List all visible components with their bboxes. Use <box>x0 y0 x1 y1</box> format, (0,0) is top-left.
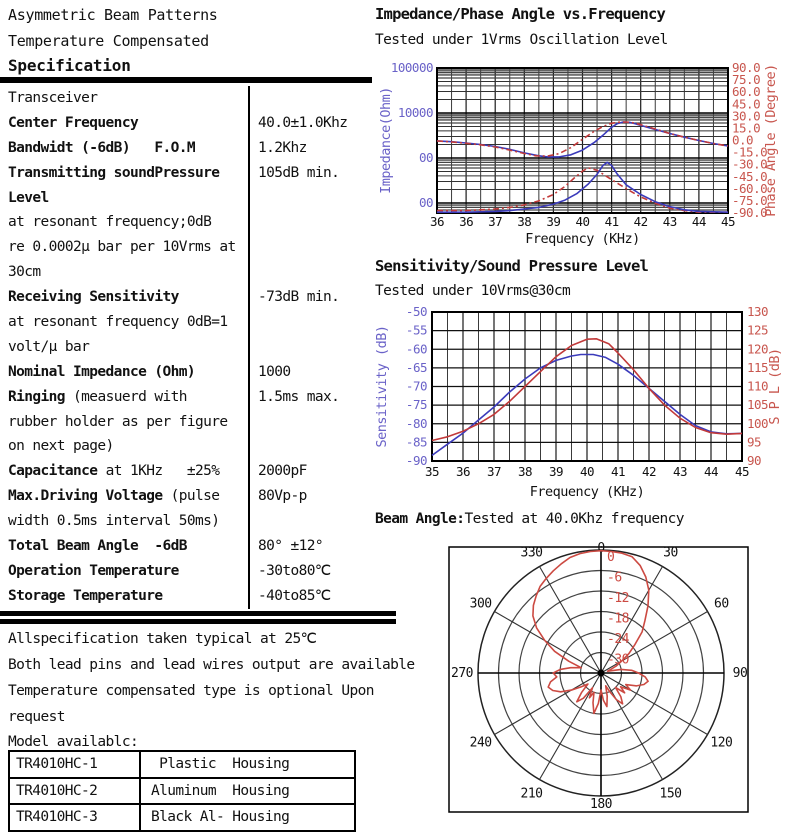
spec-value: 1.5ms max. <box>258 388 340 405</box>
model-number: TR4010HC-2 <box>10 779 141 804</box>
spec-label: Storage Temperature <box>8 587 163 604</box>
freq-axis-tick: 41 <box>604 214 619 229</box>
phase-axis-tick: -45.0 <box>732 168 768 184</box>
sensitivity-axis-tick: -65 <box>405 359 427 375</box>
spec-row <box>0 584 372 609</box>
spec-label: re 0.0002μ bar per 10Vrms at <box>8 239 236 256</box>
model-available-title: Model availablc: <box>8 734 139 750</box>
spl-axis-tick: 125 <box>747 322 769 338</box>
polar-db-label: -24 <box>607 632 629 647</box>
feature-line-2: Temperature Compensated <box>8 32 209 50</box>
spec-table <box>0 86 372 609</box>
spl-axis-tick: 95 <box>747 434 762 450</box>
spec-row <box>0 161 372 186</box>
phase-axis-tick: 0.0 <box>732 132 754 148</box>
spec-label: Bandwidt (-6dB) F.O.M <box>8 139 195 156</box>
freq-axis-tick: 42 <box>641 464 657 479</box>
spec-row <box>0 186 372 211</box>
beam-angle-heading-bold: Beam Angle: <box>375 511 465 527</box>
spec-value: -73dB min. <box>258 289 340 306</box>
notes <box>8 626 448 730</box>
polar-db-label: 0 <box>607 550 615 565</box>
freq-axis-title: Frequency (KHz) <box>525 231 640 247</box>
sensitivity-axis-tick: -55 <box>405 322 427 338</box>
spec-label: Center Frequency <box>8 114 139 131</box>
spec-row <box>0 260 372 285</box>
sensitivity-spl-chart <box>370 300 800 515</box>
model-housing: Plastic Housing <box>151 756 290 772</box>
freq-axis-tick: 36 <box>455 464 471 479</box>
phase-axis-tick: 60.0 <box>732 84 761 100</box>
freq-axis-tick: 43 <box>672 464 688 479</box>
spec-row <box>0 410 372 435</box>
model-number: TR4010HC-1 <box>10 752 141 777</box>
polar-angle-label: 90 <box>732 666 748 681</box>
spec-value: 1.2Khz <box>258 139 307 156</box>
spec-label: Max.Driving Voltage (pulse <box>8 488 220 505</box>
polar-angle-label: 150 <box>659 786 682 802</box>
impedance-axis-title: Impedance(Ohm) <box>378 87 394 194</box>
specification-title: Specification <box>8 56 131 75</box>
note-line: Both lead pins and lead wires output are available <box>8 657 415 673</box>
phase-axis-tick: -60.0 <box>732 180 768 196</box>
spec-row <box>0 136 372 161</box>
sensitivity-axis-tick: -60 <box>405 341 427 357</box>
sensitivity-axis-tick: -70 <box>405 378 427 394</box>
polar-db-label: -30 <box>607 652 629 668</box>
spec-row <box>0 310 372 335</box>
polar-angle-label: 270 <box>451 666 473 681</box>
polar-angle-label: 330 <box>520 545 543 561</box>
phase-axis-tick: 30.0 <box>732 108 761 124</box>
freq-axis-tick: 36 <box>459 214 474 229</box>
spec-label: Total Beam Angle -6dB <box>8 538 187 555</box>
model-row <box>10 803 354 830</box>
model-number: TR4010HC-3 <box>10 805 141 830</box>
model-housing: Black Al- Housing <box>151 809 290 825</box>
impedance-axis-tick: 10000 <box>397 105 433 120</box>
rule-bottom-2 <box>0 619 396 624</box>
polar-angle-label: 210 <box>520 786 543 802</box>
feature-line-1: Asymmetric Beam Patterns <box>8 6 218 24</box>
freq-axis-tick: 45 <box>734 464 750 479</box>
spl-axis-tick: 105 <box>747 397 769 413</box>
polar-angle-label: 300 <box>469 596 492 612</box>
polar-angle-label: 180 <box>590 797 612 812</box>
spec-value: 2000pF <box>258 463 307 480</box>
spec-label: volt/μ bar <box>8 338 90 355</box>
spec-label: Transmitting soundPressure <box>8 164 220 181</box>
freq-axis-tick: 35 <box>424 464 440 479</box>
polar-angle-label: 240 <box>469 735 492 751</box>
sensitivity-axis-tick: -85 <box>405 434 427 450</box>
impedance-axis-tick: 100000 <box>390 60 433 75</box>
spec-label: Capacitance at 1KHz ±25% <box>8 463 220 480</box>
impedance-axis-tick: 00 <box>418 195 433 210</box>
phase-axis-tick: -30.0 <box>732 156 768 172</box>
freq-axis-tick: 42 <box>633 214 648 229</box>
freq-axis-tick: 43 <box>662 214 677 229</box>
model-table <box>8 750 356 832</box>
spec-row <box>0 235 372 260</box>
sensitivity-axis-title: Sensitivity (dB) <box>374 325 390 448</box>
spec-value: 105dB min. <box>258 164 340 181</box>
freq-axis-tick: 39 <box>546 214 561 229</box>
spec-row <box>0 385 372 410</box>
spec-label: Transceiver <box>8 90 98 106</box>
spec-row <box>0 210 372 235</box>
phase-axis-title: Phase Angle (Degree) <box>763 64 779 217</box>
spl-axis-tick: 110 <box>747 378 769 394</box>
polar-angle-label: 0 <box>597 541 605 556</box>
spec-row <box>0 509 372 534</box>
sensitivity-axis-tick: -50 <box>405 304 427 319</box>
spec-value: 80Vp-p <box>258 488 307 505</box>
impedance-chart-subtitle: Tested under 1Vrms Oscillation Level <box>375 32 668 48</box>
spec-row <box>0 484 372 509</box>
spl-axis-title: S P L (dB) <box>767 348 783 425</box>
model-row <box>10 752 354 777</box>
sensitivity-axis-tick: -90 <box>405 453 427 468</box>
note-line: Temperature compensated type is optional Upon <box>8 683 374 699</box>
spec-value: 80° ±12° <box>258 538 324 555</box>
spl-axis-tick: 90 <box>747 453 762 468</box>
spec-row <box>0 335 372 360</box>
spl-axis-tick: 120 <box>747 341 769 357</box>
polar-angle-label: 30 <box>663 545 678 561</box>
freq-axis-tick: 45 <box>720 214 736 229</box>
spl-axis-tick: 115 <box>747 359 769 375</box>
spec-value: 1000 <box>258 363 291 380</box>
freq-axis-tick: 44 <box>691 214 706 229</box>
spec-label: Ringing (measuerd with <box>8 388 187 405</box>
sensitivity-axis-tick: -80 <box>405 415 427 431</box>
spec-label: on next page) <box>8 438 114 455</box>
sensitivity-chart-title: Sensitivity/Sound Pressure Level <box>375 257 649 275</box>
freq-axis-tick: 37 <box>488 214 503 229</box>
freq-axis-tick: 38 <box>517 214 532 229</box>
phase-axis-tick: 15.0 <box>732 120 761 136</box>
spec-row <box>0 86 372 111</box>
rule-top <box>0 77 372 83</box>
freq-axis-tick: 36 <box>429 214 445 229</box>
spl-axis-tick: 100 <box>747 415 769 431</box>
note-line: request <box>8 709 65 725</box>
polar-db-label: -12 <box>607 591 629 606</box>
spec-row <box>0 534 372 559</box>
phase-axis-tick: -75.0 <box>732 192 768 208</box>
spec-row <box>0 360 372 385</box>
spec-row <box>0 434 372 459</box>
phase-axis-tick: -15.0 <box>732 144 768 160</box>
spl-axis-tick: 130 <box>747 304 769 319</box>
phase-axis-tick: 90.0 <box>732 60 761 75</box>
model-row <box>10 777 354 804</box>
freq-axis-tick: 37 <box>486 464 502 479</box>
freq-axis-tick: 41 <box>610 464 626 479</box>
impedance-chart-title: Impedance/Phase Angle vs.Frequency <box>375 5 666 23</box>
spec-label: Receiving Sensitivity <box>8 289 179 306</box>
spec-row <box>0 559 372 584</box>
freq-axis-tick: 39 <box>548 464 564 479</box>
model-housing: Aluminum Housing <box>151 782 290 799</box>
spec-label: at resonant frequency 0dB=1 <box>8 314 228 331</box>
impedance-phase-chart <box>370 55 800 255</box>
note-line: Allspecification taken typical at 25℃ <box>8 631 317 647</box>
rule-bottom-1 <box>0 611 396 616</box>
spec-value: 40.0±1.0Khz <box>258 114 348 131</box>
spec-label: Nominal Impedance (Ohm) <box>8 363 195 380</box>
spec-label: 30cm <box>8 264 41 281</box>
polar-angle-label: 60 <box>714 596 729 612</box>
sensitivity-axis-tick: -75 <box>405 397 427 413</box>
freq-axis-tick: 38 <box>517 464 533 479</box>
phase-axis-tick: 75.0 <box>732 72 761 88</box>
spec-label: Operation Temperature <box>8 562 179 579</box>
spec-row <box>0 285 372 310</box>
spec-row <box>0 459 372 484</box>
freq-axis-tick: 40 <box>579 464 595 479</box>
spec-label: width 0.5ms interval 50ms) <box>8 513 220 530</box>
spec-value: -40to85℃ <box>258 587 331 604</box>
freq-axis-title: Frequency (KHz) <box>529 484 645 500</box>
spec-label: at resonant frequency;0dB <box>8 214 212 231</box>
beam-angle-heading-rest: Tested at 40.0Khz frequency <box>464 511 684 527</box>
polar-angle-label: 120 <box>710 735 733 751</box>
spec-row <box>0 111 372 136</box>
spec-label: rubber holder as per figure <box>8 413 228 430</box>
polar-db-label: -6 <box>607 570 622 586</box>
freq-axis-tick: 40 <box>575 214 590 229</box>
beam-angle-polar-chart <box>440 540 760 822</box>
polar-db-label: -18 <box>607 611 629 627</box>
polar-center-dot <box>598 670 605 677</box>
sensitivity-chart-subtitle: Tested under 10Vrms@30cm <box>375 283 571 299</box>
spec-value: -30to80℃ <box>258 562 331 579</box>
spec-label: Level <box>8 189 49 206</box>
freq-axis-tick: 44 <box>703 464 719 479</box>
phase-axis-tick: -90.0 <box>732 205 768 220</box>
impedance-axis-tick: 00 <box>418 150 433 165</box>
phase-axis-tick: 45.0 <box>732 96 761 112</box>
